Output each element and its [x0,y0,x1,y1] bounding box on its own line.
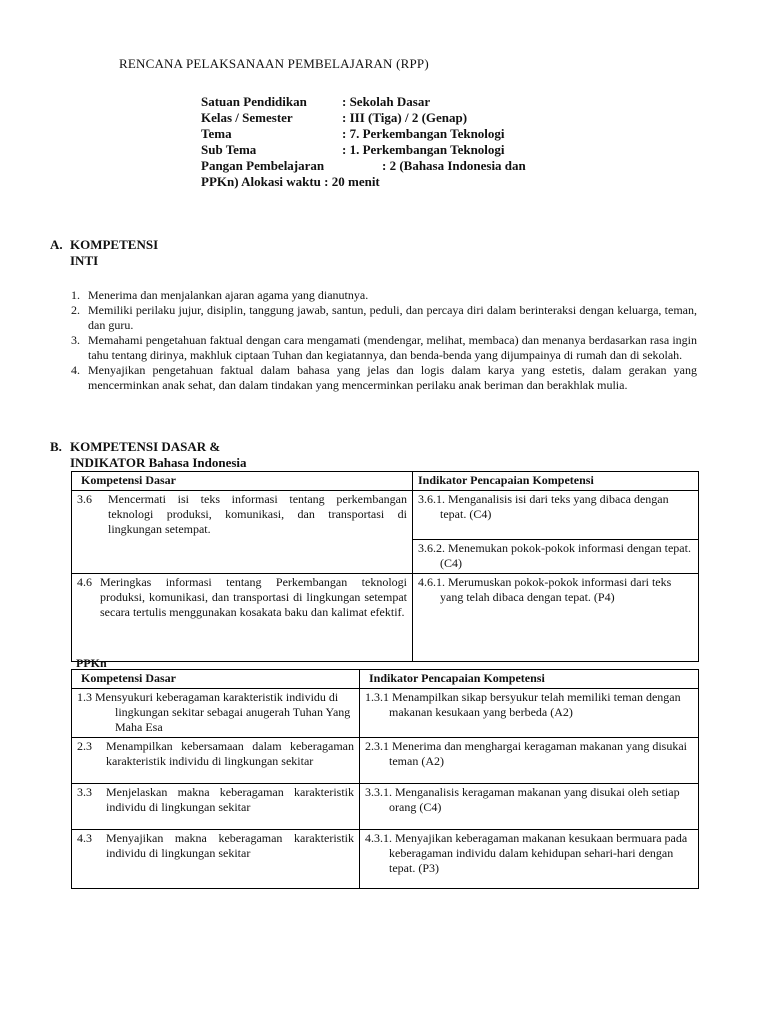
kd-cell [72,689,360,738]
list-item [71,333,697,363]
item-text: Memiliki perilaku jujur, disiplin, tanggung jawab, santun, peduli, dan percaya diri dalam berinteraksi dengan keluarga, teman, dan guru. [88,303,697,332]
meta-row-satuan [201,94,526,110]
indicator-cell [360,784,699,830]
table-row [72,689,699,738]
indicator-cell [413,574,699,662]
item-text: Menerima dan menjalankan ajaran agama yang dianutnya. [88,288,369,302]
kd-entry [77,739,354,769]
indicator-code: 3.6.1. [418,492,445,506]
item-number: 2. [71,303,80,317]
kd-entry [77,831,354,861]
meta-row-pembelajaran [201,158,526,174]
indicator-entry [418,541,693,571]
indicator-code: 4.6.1. [418,575,445,589]
kd-entry [77,575,407,620]
section-heading-line: KOMPETENSI [70,237,159,252]
kd-description: Mencermati isi teks informasi tentang perkembangan teknologi produksi, komunikasi, dan transportasi di lingkungan setempat. [108,492,407,536]
indicator-entry [365,785,693,815]
indicator-code: 4.3.1. [365,831,392,845]
kd-code: 2.3 [77,739,92,753]
table-header-row [72,472,699,491]
meta-row-subtema [201,142,526,158]
meta-row-tema [201,126,526,142]
document-title: RENCANA PELAKSANAAN PEMBELAJARAN (RPP) [119,56,429,71]
column-header: Indikator Pencapaian Kompetensi [360,670,699,689]
indicator-entry [365,831,693,876]
meta-label: Pangan Pembelajaran [201,158,325,173]
table-row [72,784,699,830]
meta-value: : 2 (Bahasa Indonesia dan [382,158,526,173]
kd-description: Mensyukuri keberagaman karakteristik individu di lingkungan sekitar sebagai anugerah Tuhan Yang Maha Esa [95,690,351,734]
column-header: Indikator Pencapaian Kompetensi [413,472,699,491]
item-number: 4. [71,363,80,377]
column-header: Kompetensi Dasar [72,670,360,689]
section-heading-line: INTI [70,253,99,268]
indicator-code: 1.3.1 [365,690,389,704]
item-number: 3. [71,333,80,347]
ppkn-table [71,669,699,889]
indicator-entry [418,575,693,605]
indicator-cell [360,830,699,889]
kd-description: Meringkas informasi tentang Perkembangan teknologi produksi, komunikasi, dan transportasi di lingkungan setempat secara tertulis menggunakan kosakata baku dan kalimat efektif. [100,575,407,619]
list-item [71,303,697,333]
kompetensi-inti-list [71,288,697,393]
table-header-row [72,670,699,689]
indicator-text: Menganalisis keragaman makanan yang disukai oleh setiap orang (C4) [389,785,680,814]
kd-cell [72,491,413,574]
kd-cell [72,738,360,784]
meta-value: : Sekolah Dasar [342,94,431,109]
indicator-text: Merumuskan pokok-pokok informasi dari teks yang telah dibaca dengan tepat. (P4) [440,575,672,604]
indicator-entry [365,739,693,769]
indicator-code: 3.3.1. [365,785,392,799]
meta-value: : 1. Perkembangan Teknologi [342,142,505,157]
list-item [71,288,697,303]
kd-cell [72,830,360,889]
kd-description: Menampilkan kebersamaan dalam keberagaman karakteristik individu di lingkungan sekitar [106,739,354,768]
kd-cell [72,784,360,830]
kd-entry [77,785,354,815]
meta-alokasi-waktu: PPKn) Alokasi waktu : 20 menit [201,174,380,189]
kd-code: 4.3 [77,831,92,845]
meta-label: Satuan Pendidikan [201,94,307,109]
section-letter: B. [50,439,62,454]
column-header: Kompetensi Dasar [72,472,413,491]
list-item [71,363,697,393]
indicator-text: Menemukan pokok-pokok informasi dengan tepat. (C4) [440,541,691,570]
kd-code: 3.3 [77,785,92,799]
section-letter: A. [50,237,63,252]
table-row [72,738,699,784]
kd-code: 4.6 [77,575,92,589]
meta-value: : III (Tiga) / 2 (Genap) [342,110,468,125]
bahasa-indonesia-table [71,471,699,662]
table-row [72,491,699,540]
indicator-code: 3.6.2. [418,541,445,555]
kd-description: Menyajikan makna keberagaman karakteristik individu di lingkungan sekitar [106,831,354,860]
indicator-entry [365,690,693,720]
indicator-cell [413,491,699,540]
item-text: Memahami pengetahuan faktual dengan cara mengamati (mendengar, melihat, membaca) dan menanya berdasarkan rasa ingin tahu tentang dirinya, makhluk ciptaan Tuhan dan kegiatannya, dan benda-benda yang dijumpainya di rumah dan di sekolah. [88,333,697,362]
indicator-cell [360,689,699,738]
kd-code: 3.6 [77,492,92,506]
kd-description: Menjelaskan makna keberagaman karakteristik individu di lingkungan sekitar [106,785,354,814]
section-heading-line: INDIKATOR Bahasa Indonesia [70,455,247,470]
indicator-text: Menampilkan sikap bersyukur telah memiliki teman dengan makanan kesukaan yang berbeda (A2) [389,690,681,719]
indicator-text: Menerima dan menghargai keragaman makanan yang disukai teman (A2) [389,739,688,768]
section-b-title [70,439,330,471]
meta-label: Sub Tema [201,142,257,157]
indicator-cell [360,738,699,784]
meta-value: : 7. Perkembangan Teknologi [342,126,505,141]
indicator-text: Menyajikan keberagaman makanan kesukaan bermuara pada keberagaman individu dalam kehidupan sehari-hari dengan tepat. (P3) [389,831,688,875]
kd-entry [77,492,407,537]
table-row [72,830,699,889]
section-a-title [70,237,290,269]
item-number: 1. [71,288,80,302]
kd-code: 1.3 [77,690,92,704]
item-text: Menyajikan pengetahuan faktual dalam bahasa yang jelas dan logis dalam karya yang estetis, dalam gerakan yang mencerminkan anak sehat, dan dalam tindakan yang mencerminkan perilaku anak beriman dan berakhlak mulia. [88,363,697,392]
lesson-metadata [201,94,526,190]
indicator-text: Menganalisis isi dari teks yang dibaca dengan tepat. (C4) [440,492,669,521]
kd-cell [72,574,413,662]
table-row [72,574,699,662]
kd-entry [77,690,354,735]
indicator-cell [413,540,699,574]
indicator-entry [418,492,693,522]
meta-label: Kelas / Semester [201,110,293,125]
meta-label: Tema [201,126,232,141]
indicator-code: 2.3.1 [365,739,389,753]
section-heading-line: KOMPETENSI DASAR & [70,439,221,454]
meta-row-kelas [201,110,526,126]
ppkn-label: PPKn [76,656,107,670]
